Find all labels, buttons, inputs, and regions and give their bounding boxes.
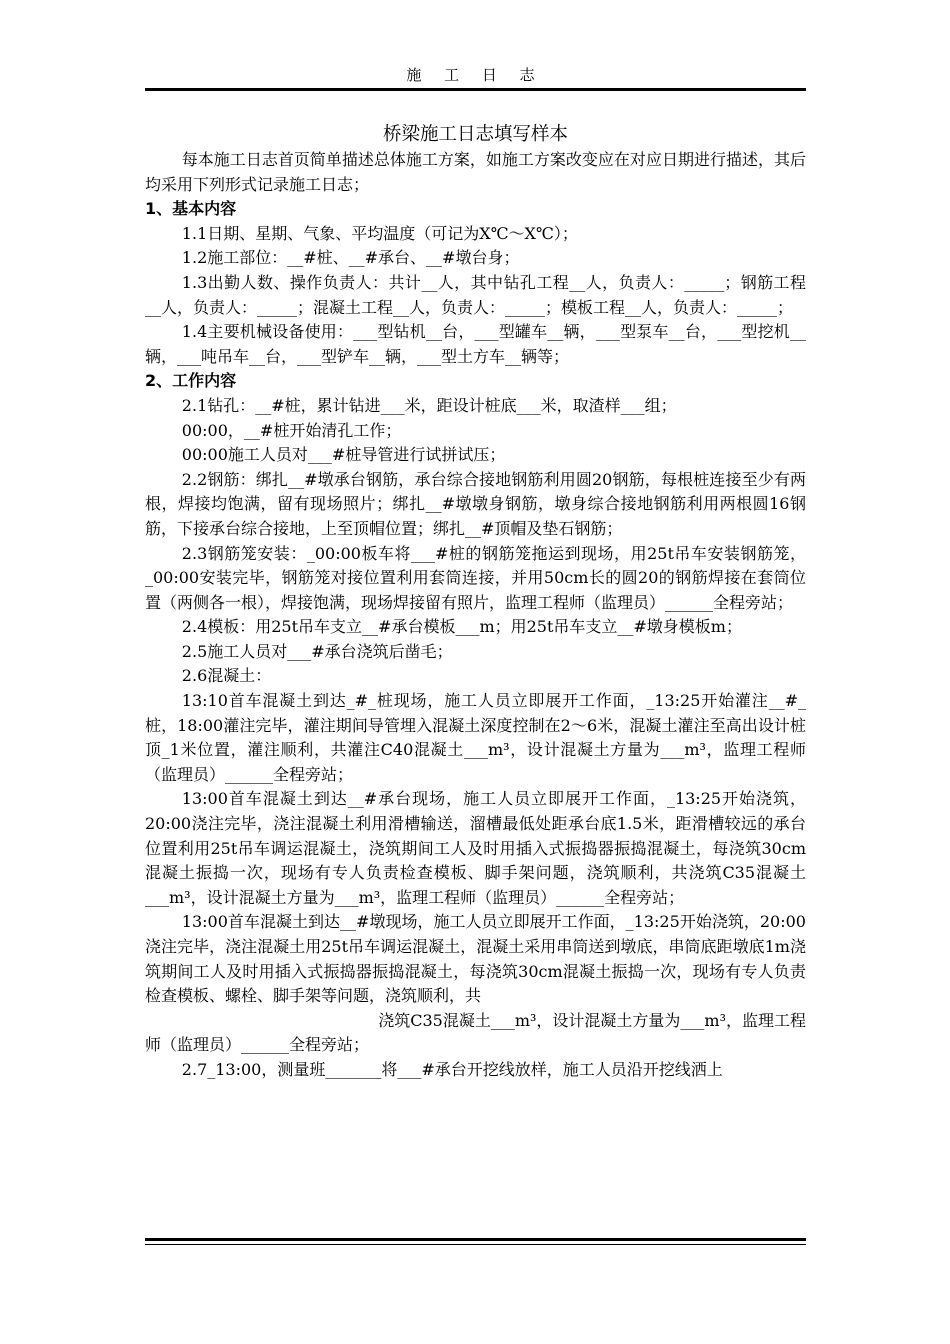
- paragraph: 13:10首车混凝土到达_#_桩现场，施工人员立即展开工作面，_13:25开始灌注__#_桩，18:00灌注完毕，灌注期间导管埋入混凝土深度控制在2～6米，混凝土灌注至高出设计桩顶_1米位置，灌注顺利，共灌注C40混凝土___m³，设计混凝土方量为___m³，监理工程师（监理员）______全程旁站；: [145, 691, 806, 784]
- paragraph: 2.1钻孔：__#桩，累计钻进___米，距设计桩底___米，取渣样___组；: [181, 395, 677, 415]
- paragraph: 2.5施工人员对___#承台浇筑后凿毛；: [181, 641, 453, 661]
- paragraph-continued: 师（监理员）______全程旁站；: [145, 1035, 370, 1055]
- document-title: 桥梁施工日志填写样本: [382, 124, 568, 145]
- section-heading-basic: 1、基本内容: [145, 199, 237, 219]
- paragraph: 00:00施工人员对___#桩导管进行试拼试压；: [181, 445, 506, 465]
- header-rule: [145, 88, 806, 91]
- document-body: [145, 122, 806, 1083]
- footer-rule-thick: [145, 1238, 806, 1241]
- paragraph: 1.2施工部位：__#桩、__#承台、__#墩台身；: [181, 248, 520, 268]
- paragraph-continued: 浇筑C35混凝土___m³，设计混凝土方量为___m³，监理工程: [378, 1010, 806, 1030]
- paragraph: 13:00首车混凝土到达__#墩现场，施工人员立即展开工作面，_13:25开始浇筑，20:00浇注完毕，浇注混凝土用25t吊车调运混凝土，混凝土采用串筒送到墩底，串筒底距墩底1m浇筑期间工人及时用插入式振捣器振捣混凝土，每浇筑30cm混凝土振捣一次，现场有专人负责检查模板、螺栓、脚手架等问题，浇筑顺利，共: [145, 912, 806, 1006]
- paragraph: 2.2钢筋：绑扎__#墩承台钢筋，承台综合接地钢筋利用圆20钢筋，每根桩连接至少有两根，焊接均饱满，留有现场照片；绑扎__#墩墩身钢筋，墩身综合接地钢筋利用两根圆16钢筋，下接承台综合接地，上至顶帽位置；绑扎__#顶帽及垫石钢筋；: [145, 469, 806, 538]
- paragraph: 2.4模板：用25t吊车支立__#承台模板___m；用25t吊车支立__#墩身模板m；: [181, 617, 742, 637]
- intro-paragraph: 每本施工日志首页简单描述总体施工方案，如施工方案改变应在对应日期进行描述，其后均采用下列形式记录施工日志；: [145, 150, 806, 194]
- paragraph: 00:00，__#桩开始清孔工作；: [181, 420, 402, 440]
- footer-rule-thin: [145, 1244, 806, 1245]
- paragraph: 2.7_13:00，测量班_______将___#承台开挖线放样，施工人员沿开挖线洒上: [181, 1059, 723, 1079]
- paragraph: 1.1日期、星期、气象、平均温度（可记为X℃～X℃）；: [181, 223, 578, 243]
- paragraph: 13:00首车混凝土到达__#承台现场，施工人员立即展开工作面，_13:25开始浇筑，20:00浇注完毕，浇注混凝土利用滑槽输送，溜槽最低处距承台底1.5米，距滑槽较远的承台位置利用25t吊车调运混凝土，浇筑期间工人及时用插入式振捣器振捣混凝土，每浇筑30cm混凝土振捣一次，现场有专人负责检查模板、脚手架问题，浇筑顺利，共浇筑C35混凝土___m³，设计混凝土方量为___m³，监理工程师（监理员）______全程旁站；: [145, 789, 806, 907]
- page-header: 施 工 日 志: [406, 66, 544, 84]
- paragraph: 1.4主要机械设备使用：___型钻机__台，___型罐车__辆，___型泵车__台，___型挖机__辆，___吨吊车__台，___型铲车__辆，___型土方车__辆等；: [145, 322, 806, 366]
- section-heading-work: 2、工作内容: [145, 371, 237, 391]
- paragraph: 2.3钢筋笼安装：_00:00板车将___#桩的钢筋笼拖运到现场，用25t吊车安装钢筋笼，_00:00安装完毕，钢筋笼对接位置利用套筒连接，并用50cm长的圆20的钢筋焊接在套筒位置（两侧各一根），焊接饱满，现场焊接留有照片，监理工程师（监理员）______全程旁站；: [145, 543, 806, 612]
- paragraph: 1.3出勤人数、操作负责人：共计__人，其中钻孔工程__人，负责人：_____；钢筋工程__人，负责人：_____；混凝土工程__人，负责人：_____；模板工程__人，负责人：_____；: [145, 272, 806, 317]
- paragraph: 2.6混凝土：: [181, 666, 272, 686]
